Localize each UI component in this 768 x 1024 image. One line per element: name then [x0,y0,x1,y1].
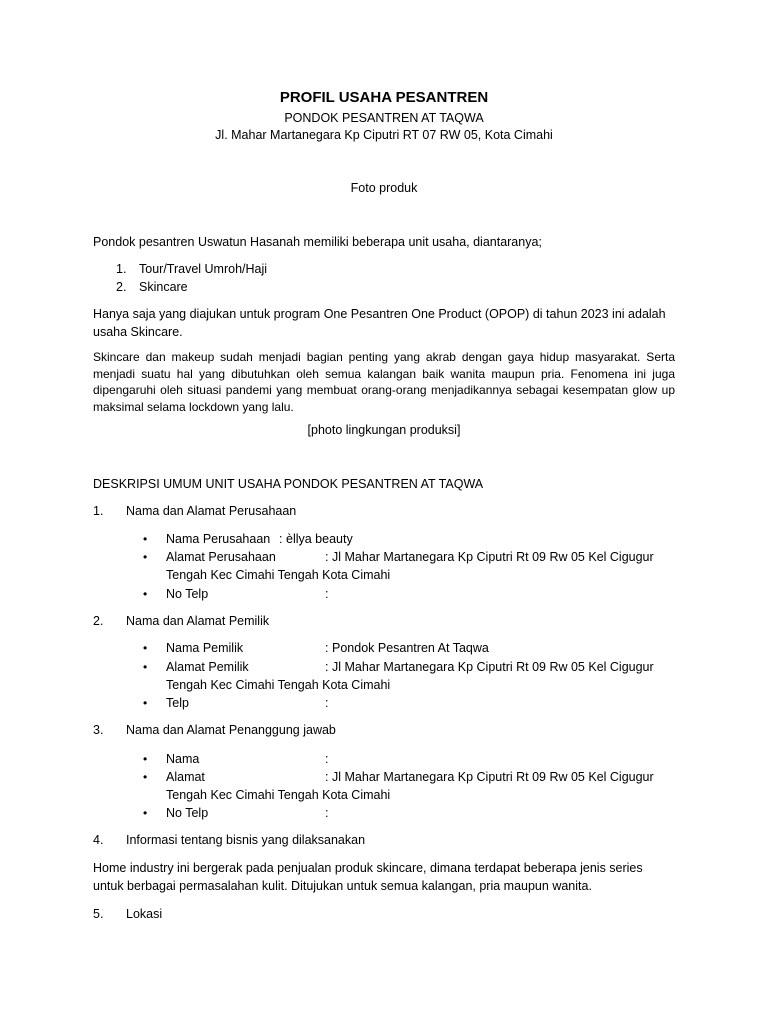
field-separator: : [325,550,329,564]
field-value: Jl Mahar Martanegara Kp Ciputri Rt 09 Rw 05 Kel Cigugur [332,770,654,784]
bullet-icon: • [143,587,148,601]
field-value-continuation: Tengah Kec Cimahi Tengah Kota Cimahi [166,568,391,582]
section-number: 5. [93,907,104,921]
field-value: Pondok Pesantren At Taqwa [332,641,489,655]
bullet-icon: • [143,770,148,784]
bullet-icon: • [143,806,148,820]
section-number: 3. [93,723,104,737]
unit-label: Tour/Travel Umroh/Haji [139,262,268,276]
skincare-paragraph: Skincare dan makeup sudah menjadi bagian penting yang akrab dengan gaya hidup masyarakat. Serta menjadi suatu hal yang dibutuhkan oleh semua kalangan baik wanita maupun pria. Fenomena ini juga dipengaruhi oleh situasi pandemi yang membuat orang-orang menjadikannya sebagai kesempatan glow up maksimal selama lockdown yang lalu. [93,350,675,414]
document-address: Jl. Mahar Martanegara Kp Ciputri RT 07 RW 05, Kota Cimahi [215,128,553,142]
section-title: Informasi tentang bisnis yang dilaksanakan [126,833,366,847]
field-label: No Telp [166,806,209,820]
section-heading: DESKRIPSI UMUM UNIT USAHA PONDOK PESANTREN AT TAQWA [93,477,484,491]
section-number: 2. [93,614,104,628]
section-number: 4. [93,833,104,847]
field-separator: : [279,532,283,546]
intro-text: Pondok pesantren Uswatun Hasanah memiliki beberapa unit usaha, diantaranya; [93,235,542,249]
section-title: Nama dan Alamat Penanggung jawab [126,723,336,737]
opop-line: usaha Skincare. [93,325,183,339]
home-industry-line: Home industry ini bergerak pada penjualan produk skincare, dimana terdapat beberapa jenis series [93,861,643,875]
field-separator: : [325,641,329,655]
home-industry-line: untuk berbagai permasalahan kulit. Ditujukan untuk semua kalangan, pria maupun wanita. [93,879,592,893]
field-separator: : [325,752,329,766]
opop-line: Hanya saja yang diajukan untuk program One Pesantren One Product (OPOP) di tahun 2023 ini adalah [93,307,666,321]
field-separator: : [325,770,329,784]
field-value: Jl Mahar Martanegara Kp Ciputri Rt 09 Rw 05 Kel Cigugur [332,550,654,564]
bullet-icon: • [143,550,148,564]
bullet-icon: • [143,752,148,766]
unit-number: 2. [116,280,127,294]
section-number: 1. [93,504,104,518]
field-label: Nama Pemilik [166,641,244,655]
field-label: Alamat [166,770,205,784]
field-separator: : [325,806,329,820]
document-subtitle: PONDOK PESANTREN AT TAQWA [284,111,484,125]
field-label: No Telp [166,587,209,601]
unit-number: 1. [116,262,127,276]
field-value-continuation: Tengah Kec Cimahi Tengah Kota Cimahi [166,788,391,802]
field-label: Nama [166,752,200,766]
field-label: Alamat Perusahaan [166,550,276,564]
bullet-icon: • [143,696,148,710]
field-separator: : [325,660,329,674]
bullet-icon: • [143,660,148,674]
section-title: Nama dan Alamat Perusahaan [126,504,297,518]
field-value: Jl Mahar Martanegara Kp Ciputri Rt 09 Rw 05 Kel Cigugur [332,660,654,674]
field-separator: : [325,587,329,601]
field-label: Alamat Pemilik [166,660,249,674]
bullet-icon: • [143,641,148,655]
photo-placeholder: [photo lingkungan produksi] [307,423,461,437]
field-value: èllya beauty [286,532,353,546]
section-title: Lokasi [126,907,163,921]
bullet-icon: • [143,532,148,546]
field-label: Nama Perusahaan [166,532,271,546]
unit-label: Skincare [139,280,188,294]
document-title: PROFIL USAHA PESANTREN [279,89,489,106]
field-separator: : [325,696,329,710]
field-label: Telp [166,696,189,710]
section-title: Nama dan Alamat Pemilik [126,614,270,628]
field-value-continuation: Tengah Kec Cimahi Tengah Kota Cimahi [166,678,391,692]
foto-produk-label: Foto produk [350,181,418,195]
